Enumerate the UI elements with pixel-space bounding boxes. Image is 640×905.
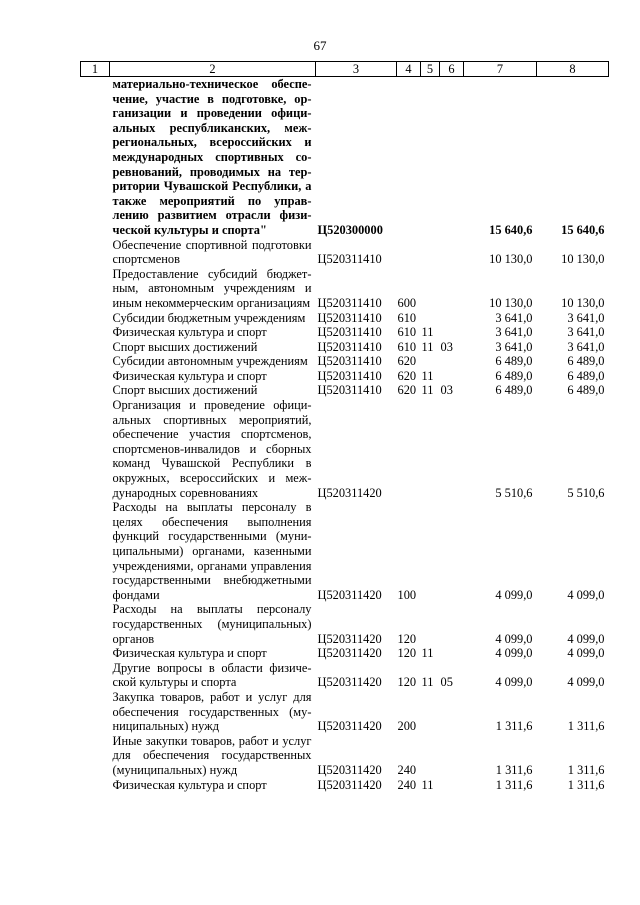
amount-col7: 6 489,0 <box>495 368 533 383</box>
amount-col7: 6 489,0 <box>495 383 533 398</box>
item-name: материально-техническое обеспечение, участие в подготовке, организации и проведении официальных республиканских, межрегиональных, всероссийских и международных спортивных соревнований, проводимых на территории Чувашской Республики, а также мероприятий по управлению развитием отрасли физической культуры и спорта" <box>112 77 312 237</box>
section-code <box>421 500 440 602</box>
amount-col7: 4 099,0 <box>495 646 533 661</box>
table-row <box>81 383 609 398</box>
expense-type-code: 240 <box>397 762 417 777</box>
target-code: Ц520311420 <box>317 646 382 661</box>
table-row <box>81 646 609 661</box>
amount-col8: 4 099,0 <box>567 675 605 690</box>
target-code: Ц520311410 <box>317 339 382 354</box>
expense-type-code: 620 <box>397 354 417 369</box>
column-number: 5 <box>421 62 440 77</box>
amount-col8: 10 130,0 <box>561 295 605 310</box>
item-name: Организация и проведение официальных спортивных мероприятий, обеспечение участия спортсменов, спортсменов-инвалидов и сборных команд Чувашской Республики в окружных, всероссийских и международных соревнованиях <box>112 398 312 500</box>
amount-col8: 3 641,0 <box>567 310 605 325</box>
item-name: Физическая культура и спорт <box>112 368 267 383</box>
target-code: Ц520311420 <box>317 485 382 500</box>
target-code: Ц520311410 <box>317 310 382 325</box>
section-code <box>421 267 440 311</box>
section-code: 11 <box>421 646 434 661</box>
table-row <box>81 500 609 602</box>
target-code: Ц520311410 <box>317 383 382 398</box>
amount-col8: 6 489,0 <box>567 354 605 369</box>
expense-type-code: 620 <box>397 368 417 383</box>
table-row <box>81 661 609 690</box>
subsection-code <box>440 238 464 267</box>
table-row <box>81 369 609 384</box>
table-row <box>81 77 609 238</box>
amount-col7: 1 311,6 <box>495 719 533 734</box>
row-spacer-cell <box>81 661 110 690</box>
amount-col7: 15 640,6 <box>489 222 533 237</box>
amount-col7: 3 641,0 <box>495 339 533 354</box>
amount-col7: 1 311,6 <box>495 777 533 792</box>
item-name: Другие вопросы в области физической культуры и спорта <box>112 660 312 690</box>
item-name: Закупка товаров, работ и услуг для обеспечения государственных (муниципальных) нужд <box>112 689 312 734</box>
table-row <box>81 778 609 793</box>
page-number: 67 <box>313 38 327 53</box>
column-number: 3 <box>316 62 397 77</box>
expense-type-code: 620 <box>397 383 417 398</box>
column-number: 6 <box>440 62 464 77</box>
row-spacer-cell <box>81 734 110 778</box>
amount-col7: 4 099,0 <box>495 675 533 690</box>
amount-col8: 1 311,6 <box>567 777 605 792</box>
section-code: 11 <box>421 383 434 398</box>
row-spacer-cell <box>81 500 110 602</box>
item-name: Обеспечение спортивной подготовки спортсменов <box>112 237 312 267</box>
amount-col7: 3 641,0 <box>495 310 533 325</box>
table-body <box>81 77 609 793</box>
row-spacer-cell <box>81 77 110 238</box>
table-row <box>81 734 609 778</box>
section-code: 11 <box>421 325 434 340</box>
subsection-code <box>440 690 464 734</box>
amount-col7: 10 130,0 <box>489 295 533 310</box>
item-name: Субсидии автономным учреждениям <box>112 354 308 369</box>
item-name: Физическая культура и спорт <box>112 777 267 792</box>
subsection-code <box>440 500 464 602</box>
expense-type-code: 120 <box>397 646 417 661</box>
amount-col7: 1 311,6 <box>495 762 533 777</box>
target-code: Ц520311420 <box>317 777 382 792</box>
expense-type-code <box>397 398 421 500</box>
subsection-code <box>440 369 464 384</box>
table-row <box>81 325 609 340</box>
column-number-row <box>81 62 609 77</box>
amount-col7: 4 099,0 <box>495 587 533 602</box>
item-name: Физическая культура и спорт <box>112 646 267 661</box>
item-name: Физическая культура и спорт <box>112 325 267 340</box>
target-code: Ц520311420 <box>317 631 382 646</box>
subsection-code: 03 <box>440 339 453 354</box>
expense-type-code: 240 <box>397 777 417 792</box>
section-code <box>421 354 440 369</box>
subsection-code <box>440 398 464 500</box>
table-row <box>81 267 609 311</box>
section-code <box>421 311 440 326</box>
amount-col7: 5 510,6 <box>495 485 533 500</box>
item-name: Субсидии бюджетным учреждениям <box>112 310 306 325</box>
section-code <box>421 690 440 734</box>
row-spacer-cell <box>81 369 110 384</box>
target-code: Ц520311420 <box>317 762 382 777</box>
item-name: Спорт высших достижений <box>112 383 258 398</box>
column-number: 7 <box>464 62 537 77</box>
column-number: 4 <box>397 62 421 77</box>
target-code: Ц520311410 <box>317 368 382 383</box>
subsection-code <box>440 325 464 340</box>
amount-col8: 6 489,0 <box>567 368 605 383</box>
row-spacer-cell <box>81 646 110 661</box>
amount-col8: 4 099,0 <box>567 631 605 646</box>
subsection-code: 05 <box>440 675 453 690</box>
target-code: Ц520311410 <box>317 295 382 310</box>
table-row <box>81 690 609 734</box>
subsection-code: 03 <box>440 383 453 398</box>
target-code: Ц520311420 <box>317 587 382 602</box>
table-row <box>81 311 609 326</box>
subsection-code <box>440 311 464 326</box>
item-name: Расходы на выплаты персоналу в целях обеспечения выполнения функций государственными (муниципальными) органами, казенными учреждениями, органами управления государственными внебюджетными фондами <box>112 500 312 602</box>
column-number: 2 <box>110 62 316 77</box>
section-code <box>421 734 440 778</box>
amount-col8: 1 311,6 <box>567 762 605 777</box>
table-row <box>81 238 609 267</box>
table-row <box>81 398 609 500</box>
row-spacer-cell <box>81 778 110 793</box>
row-spacer-cell <box>81 267 110 311</box>
amount-col8: 3 641,0 <box>567 339 605 354</box>
section-code: 11 <box>421 777 434 792</box>
section-code: 11 <box>421 675 434 690</box>
amount-col8: 3 641,0 <box>567 325 605 340</box>
amount-col8: 15 640,6 <box>561 222 605 237</box>
amount-col8: 5 510,6 <box>567 485 605 500</box>
subsection-code <box>440 602 464 646</box>
expense-type-code: 120 <box>397 631 417 646</box>
amount-col8: 10 130,0 <box>561 252 605 267</box>
subsection-code <box>440 734 464 778</box>
table-header <box>81 62 609 77</box>
table-row <box>81 354 609 369</box>
subsection-code <box>440 77 464 238</box>
row-spacer-cell <box>81 354 110 369</box>
row-spacer-cell <box>81 383 110 398</box>
row-spacer-cell <box>81 602 110 646</box>
amount-col7: 3 641,0 <box>495 325 533 340</box>
row-spacer-cell <box>81 311 110 326</box>
row-spacer-cell <box>81 340 110 355</box>
amount-col7: 10 130,0 <box>489 252 533 267</box>
row-spacer-cell <box>81 690 110 734</box>
expense-type-code: 200 <box>397 719 417 734</box>
amount-col8: 6 489,0 <box>567 383 605 398</box>
section-code <box>421 238 440 267</box>
item-name: Расходы на выплаты персоналу государственных (муниципальных) органов <box>112 602 312 646</box>
subsection-code <box>440 778 464 793</box>
section-code <box>421 77 440 238</box>
target-code: Ц520300000 <box>317 222 383 237</box>
target-code: Ц520311410 <box>317 354 382 369</box>
item-name: Спорт высших достижений <box>112 339 258 354</box>
expense-type-code: 610 <box>397 339 417 354</box>
target-code: Ц520311410 <box>317 325 382 340</box>
target-code: Ц520311410 <box>317 252 382 267</box>
row-spacer-cell <box>81 325 110 340</box>
section-code <box>421 398 440 500</box>
amount-col8: 4 099,0 <box>567 587 605 602</box>
target-code: Ц520311420 <box>317 675 382 690</box>
subsection-code <box>440 646 464 661</box>
row-spacer-cell <box>81 238 110 267</box>
section-code <box>421 602 440 646</box>
expense-type-code: 100 <box>397 587 417 602</box>
budget-table <box>80 61 609 792</box>
amount-col8: 4 099,0 <box>567 646 605 661</box>
expense-type-code: 600 <box>397 295 417 310</box>
target-code: Ц520311420 <box>317 719 382 734</box>
column-number: 1 <box>81 62 110 77</box>
amount-col7: 4 099,0 <box>495 631 533 646</box>
expense-type-code <box>397 77 421 238</box>
table-row <box>81 602 609 646</box>
column-number: 8 <box>537 62 609 77</box>
subsection-code <box>440 267 464 311</box>
expense-type-code: 610 <box>397 310 417 325</box>
item-name: Предоставление субсидий бюджетным, автономным учреждениям и иным некоммерческим организациям <box>112 266 312 310</box>
expense-type-code <box>397 238 421 267</box>
expense-type-code: 610 <box>397 325 417 340</box>
row-spacer-cell <box>81 398 110 500</box>
expense-type-code: 120 <box>397 675 417 690</box>
section-code: 11 <box>421 368 434 383</box>
subsection-code <box>440 354 464 369</box>
amount-col8: 1 311,6 <box>567 719 605 734</box>
table-row <box>81 340 609 355</box>
section-code: 11 <box>421 339 434 354</box>
amount-col7: 6 489,0 <box>495 354 533 369</box>
item-name: Иные закупки товаров, работ и услуг для обеспечения государственных (муниципальных) нужд <box>112 733 312 777</box>
